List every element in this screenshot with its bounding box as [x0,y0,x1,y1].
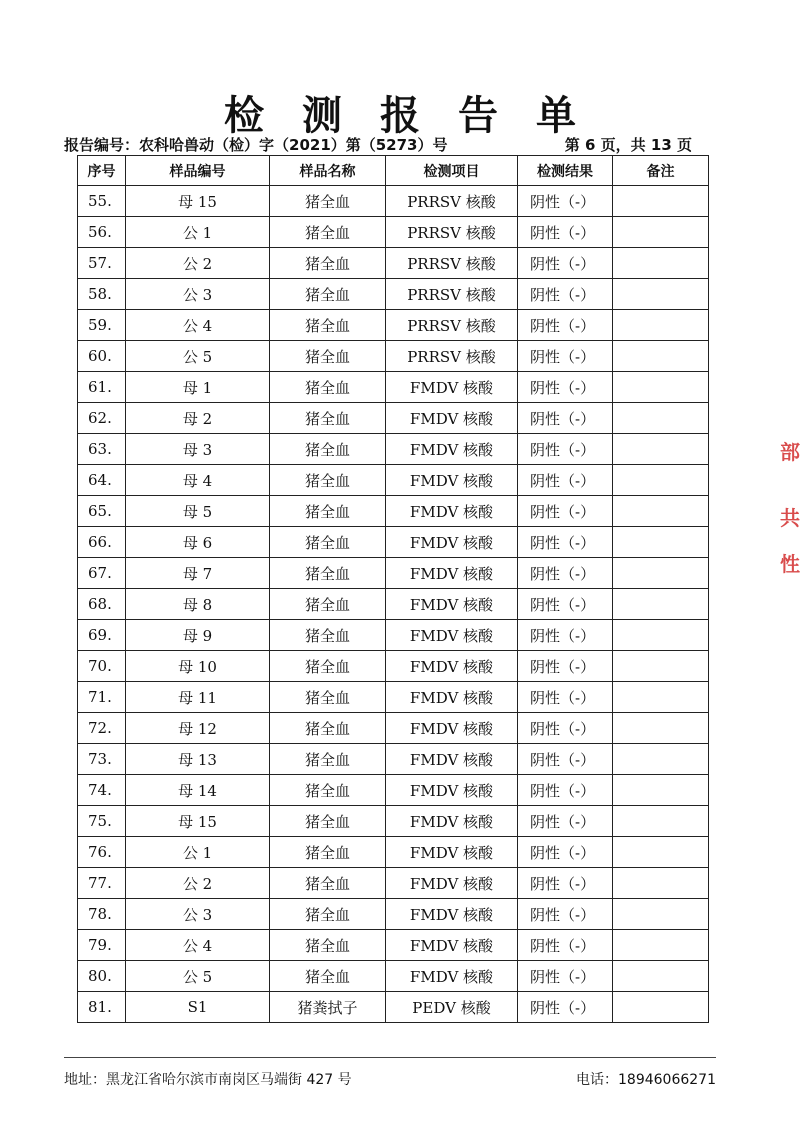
cell-test-result: 阴性（-） [518,310,613,341]
cell-index: 73. [78,744,126,775]
table-row [78,217,709,248]
cell-test-item: FMDV 核酸 [386,589,518,620]
cell-sample-name: 猪全血 [270,868,386,899]
results-table [77,155,709,1023]
cell-test-item: FMDV 核酸 [386,775,518,806]
page-indicator: 第 6 页，共 13 页 [564,136,692,154]
cell-test-result: 阴性（-） [518,961,613,992]
cell-test-item: FMDV 核酸 [386,744,518,775]
cell-sample-id: 公 4 [126,310,270,341]
header-sample-id: 样品编号 [126,156,270,186]
cell-test-result: 阴性（-） [518,217,613,248]
cell-index: 77. [78,868,126,899]
footer-divider [64,1057,716,1058]
cell-index: 66. [78,527,126,558]
cell-test-result: 阴性（-） [518,713,613,744]
cell-test-item: FMDV 核酸 [386,961,518,992]
cell-note [613,217,709,248]
cell-index: 69. [78,620,126,651]
cell-test-result: 阴性（-） [518,589,613,620]
cell-index: 75. [78,806,126,837]
footer-address: 地址：黑龙江省哈尔滨市南岗区马端街 427 号 [64,1072,352,1088]
cell-index: 74. [78,775,126,806]
table-row [78,558,709,589]
cell-test-item: FMDV 核酸 [386,372,518,403]
cell-sample-name: 猪全血 [270,527,386,558]
cell-sample-name: 猪全血 [270,682,386,713]
cell-test-result: 阴性（-） [518,434,613,465]
cell-test-item: FMDV 核酸 [386,465,518,496]
cell-note [613,899,709,930]
cell-index: 70. [78,651,126,682]
cell-test-result: 阴性（-） [518,744,613,775]
cell-sample-name: 猪全血 [270,775,386,806]
cell-note [613,341,709,372]
cell-test-item: FMDV 核酸 [386,620,518,651]
cell-test-result: 阴性（-） [518,465,613,496]
cell-test-result: 阴性（-） [518,930,613,961]
cell-note [613,930,709,961]
table-row [78,341,709,372]
cell-test-result: 阴性（-） [518,651,613,682]
cell-sample-id: 母 1 [126,372,270,403]
cell-test-result: 阴性（-） [518,682,613,713]
cell-note [613,465,709,496]
cell-index: 58. [78,279,126,310]
cell-note [613,992,709,1023]
cell-sample-id: 母 11 [126,682,270,713]
cell-note [613,527,709,558]
cell-index: 80. [78,961,126,992]
cell-note [613,186,709,217]
cell-sample-name: 猪全血 [270,589,386,620]
cell-index: 78. [78,899,126,930]
cell-test-result: 阴性（-） [518,992,613,1023]
cell-test-result: 阴性（-） [518,775,613,806]
cell-sample-name: 猪全血 [270,465,386,496]
cell-note [613,868,709,899]
cell-test-result: 阴性（-） [518,868,613,899]
table-row [78,775,709,806]
cell-sample-id: 母 14 [126,775,270,806]
table-row [78,372,709,403]
cell-test-item: FMDV 核酸 [386,837,518,868]
cell-sample-name: 猪全血 [270,651,386,682]
table-row [78,279,709,310]
table-row [78,465,709,496]
cell-test-result: 阴性（-） [518,527,613,558]
cell-test-result: 阴性（-） [518,186,613,217]
cell-sample-id: 母 12 [126,713,270,744]
table-row [78,496,709,527]
cell-sample-id: 公 2 [126,248,270,279]
report-header-line [64,134,706,154]
table-row [78,713,709,744]
report-number: 报告编号：农科哈兽动（检）字（2021）第（5273）号 [64,136,448,154]
cell-sample-name: 猪全血 [270,713,386,744]
cell-test-result: 阴性（-） [518,558,613,589]
cell-sample-id: 公 5 [126,961,270,992]
cell-note [613,496,709,527]
cell-sample-id: 母 7 [126,558,270,589]
table-row [78,186,709,217]
cell-index: 55. [78,186,126,217]
cell-sample-id: 公 2 [126,868,270,899]
header-index: 序号 [78,156,126,186]
cell-sample-name: 猪全血 [270,341,386,372]
table-row [78,434,709,465]
cell-sample-id: 母 5 [126,496,270,527]
cell-index: 68. [78,589,126,620]
cell-sample-name: 猪全血 [270,558,386,589]
cell-sample-name: 猪全血 [270,403,386,434]
cell-test-item: PRRSV 核酸 [386,341,518,372]
cell-sample-id: 公 4 [126,930,270,961]
cell-test-item: FMDV 核酸 [386,496,518,527]
cell-index: 62. [78,403,126,434]
cell-test-item: FMDV 核酸 [386,899,518,930]
cell-sample-name: 猪全血 [270,496,386,527]
cell-note [613,434,709,465]
table-body [78,186,709,1023]
cell-note [613,806,709,837]
cell-note [613,837,709,868]
cell-sample-id: 母 4 [126,465,270,496]
cell-test-result: 阴性（-） [518,403,613,434]
cell-note [613,651,709,682]
cell-note [613,620,709,651]
table-row [78,248,709,279]
cell-note [613,372,709,403]
cell-test-item: FMDV 核酸 [386,527,518,558]
cell-sample-id: 公 5 [126,341,270,372]
cell-sample-id: 母 3 [126,434,270,465]
cell-test-item: PRRSV 核酸 [386,248,518,279]
table-row [78,620,709,651]
cell-sample-name: 猪粪拭子 [270,992,386,1023]
cell-sample-id: 母 9 [126,620,270,651]
cell-note [613,279,709,310]
table-row [78,868,709,899]
cell-test-result: 阴性（-） [518,248,613,279]
cell-test-item: PRRSV 核酸 [386,279,518,310]
table-header-row [78,156,709,186]
cell-sample-name: 猪全血 [270,186,386,217]
cell-sample-id: 母 10 [126,651,270,682]
cell-test-result: 阴性（-） [518,496,613,527]
cell-index: 67. [78,558,126,589]
cell-note [613,744,709,775]
cell-test-item: PEDV 核酸 [386,992,518,1023]
table-row [78,589,709,620]
cell-sample-id: 公 3 [126,279,270,310]
header-test-item: 检测项目 [386,156,518,186]
cell-index: 61. [78,372,126,403]
cell-test-item: FMDV 核酸 [386,682,518,713]
cell-index: 57. [78,248,126,279]
cell-test-item: FMDV 核酸 [386,403,518,434]
cell-sample-name: 猪全血 [270,961,386,992]
table-row [78,744,709,775]
cell-sample-id: 母 15 [126,186,270,217]
cell-index: 81. [78,992,126,1023]
seal-glyph: 共 [780,506,800,530]
cell-test-item: FMDV 核酸 [386,434,518,465]
cell-index: 65. [78,496,126,527]
cell-test-item: FMDV 核酸 [386,868,518,899]
cell-test-result: 阴性（-） [518,341,613,372]
cell-note [613,682,709,713]
cell-sample-name: 猪全血 [270,248,386,279]
cell-note [613,589,709,620]
cell-test-item: FMDV 核酸 [386,558,518,589]
cell-test-item: FMDV 核酸 [386,651,518,682]
cell-sample-id: 母 2 [126,403,270,434]
table-row [78,310,709,341]
cell-sample-id: 母 6 [126,527,270,558]
footer-phone: 电话：18946066271 [576,1072,716,1088]
cell-sample-id: 母 13 [126,744,270,775]
report-title: 检测报告单 [224,93,614,139]
table-row [78,527,709,558]
cell-sample-name: 猪全血 [270,899,386,930]
cell-note [613,403,709,434]
cell-sample-id: 母 15 [126,806,270,837]
cell-note [613,775,709,806]
seal-stamp-edge [778,430,800,600]
cell-sample-name: 猪全血 [270,279,386,310]
cell-index: 63. [78,434,126,465]
cell-sample-name: 猪全血 [270,744,386,775]
cell-index: 71. [78,682,126,713]
cell-test-result: 阴性（-） [518,279,613,310]
cell-sample-name: 猪全血 [270,372,386,403]
table-row [78,682,709,713]
cell-test-result: 阴性（-） [518,372,613,403]
cell-index: 59. [78,310,126,341]
cell-sample-id: 母 8 [126,589,270,620]
cell-note [613,558,709,589]
cell-test-item: PRRSV 核酸 [386,310,518,341]
table-row [78,992,709,1023]
cell-sample-id: 公 1 [126,217,270,248]
cell-test-item: FMDV 核酸 [386,806,518,837]
cell-index: 60. [78,341,126,372]
cell-sample-id: S1 [126,992,270,1023]
cell-sample-name: 猪全血 [270,806,386,837]
cell-sample-name: 猪全血 [270,310,386,341]
cell-note [613,961,709,992]
cell-note [613,248,709,279]
seal-glyph: 部 [780,440,800,464]
table-row [78,806,709,837]
table-row [78,930,709,961]
cell-index: 64. [78,465,126,496]
cell-sample-name: 猪全血 [270,837,386,868]
cell-test-item: PRRSV 核酸 [386,186,518,217]
cell-note [613,310,709,341]
cell-test-result: 阴性（-） [518,620,613,651]
seal-glyph: 性 [780,552,800,576]
cell-test-item: FMDV 核酸 [386,713,518,744]
table-row [78,403,709,434]
cell-note [613,713,709,744]
table-row [78,961,709,992]
cell-sample-name: 猪全血 [270,620,386,651]
cell-index: 79. [78,930,126,961]
header-sample-name: 样品名称 [270,156,386,186]
cell-index: 76. [78,837,126,868]
cell-test-result: 阴性（-） [518,837,613,868]
cell-test-result: 阴性（-） [518,899,613,930]
cell-index: 56. [78,217,126,248]
header-note: 备注 [613,156,709,186]
table-row [78,837,709,868]
cell-sample-name: 猪全血 [270,930,386,961]
cell-test-item: FMDV 核酸 [386,930,518,961]
table-row [78,651,709,682]
cell-sample-id: 公 1 [126,837,270,868]
header-test-result: 检测结果 [518,156,613,186]
cell-test-item: PRRSV 核酸 [386,217,518,248]
cell-sample-name: 猪全血 [270,434,386,465]
cell-sample-name: 猪全血 [270,217,386,248]
cell-index: 72. [78,713,126,744]
cell-test-result: 阴性（-） [518,806,613,837]
cell-sample-id: 公 3 [126,899,270,930]
table-row [78,899,709,930]
